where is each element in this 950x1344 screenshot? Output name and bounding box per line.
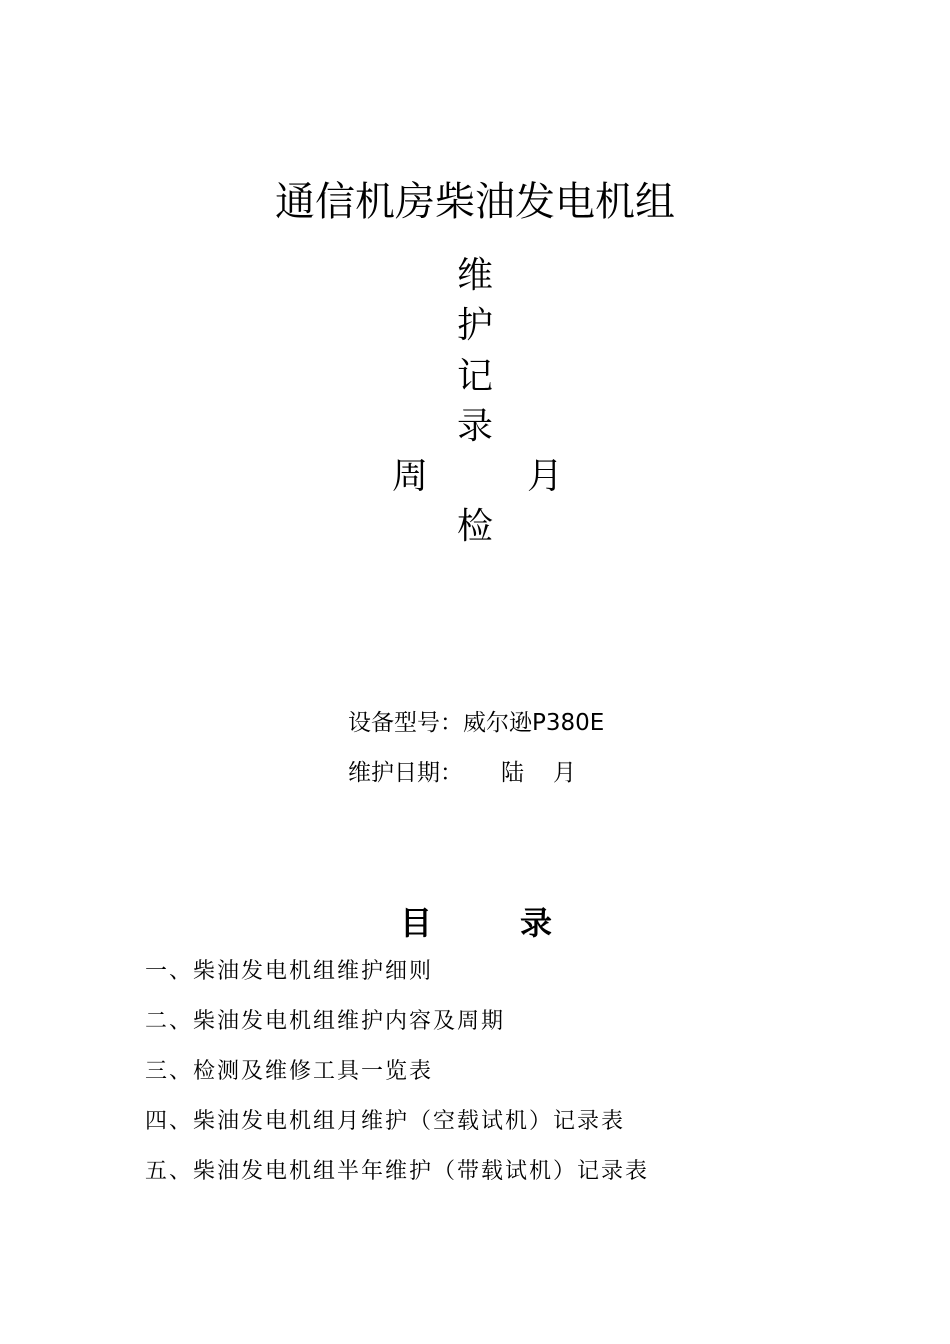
toc-item-4: 四、柴油发电机组月维护（空载试机）记录表 bbox=[145, 1109, 626, 1134]
vertical-char-lu: 录 bbox=[457, 406, 494, 447]
cover-row-left: 周 bbox=[392, 456, 429, 497]
vertical-char-ji: 记 bbox=[457, 356, 494, 397]
model-row bbox=[348, 708, 604, 738]
vertical-char-jian: 检 bbox=[457, 506, 494, 547]
document-title: 通信机房柴油发电机组 bbox=[275, 179, 675, 225]
model-value: 威尔逊P380E bbox=[463, 710, 605, 736]
toc-item-2: 二、柴油发电机组维护内容及周期 bbox=[145, 1009, 506, 1034]
toc-heading-left: 目 bbox=[400, 904, 433, 942]
toc-item-3: 三、检测及维修工具一览表 bbox=[145, 1059, 434, 1084]
cover-row-right: 月 bbox=[527, 456, 564, 497]
toc-heading-right: 录 bbox=[520, 904, 553, 942]
vertical-char-wei: 维 bbox=[457, 255, 494, 296]
vertical-char-hu: 护 bbox=[457, 305, 494, 346]
toc-item-5: 五、柴油发电机组半年维护（带载试机）记录表 bbox=[145, 1159, 650, 1184]
date-value-1: 陆 bbox=[501, 760, 524, 786]
model-label: 设备型号： bbox=[348, 710, 463, 736]
date-label: 维护日期： bbox=[348, 760, 463, 786]
date-value-2: 月 bbox=[553, 760, 576, 786]
toc-item-1: 一、柴油发电机组维护细则 bbox=[145, 959, 434, 984]
